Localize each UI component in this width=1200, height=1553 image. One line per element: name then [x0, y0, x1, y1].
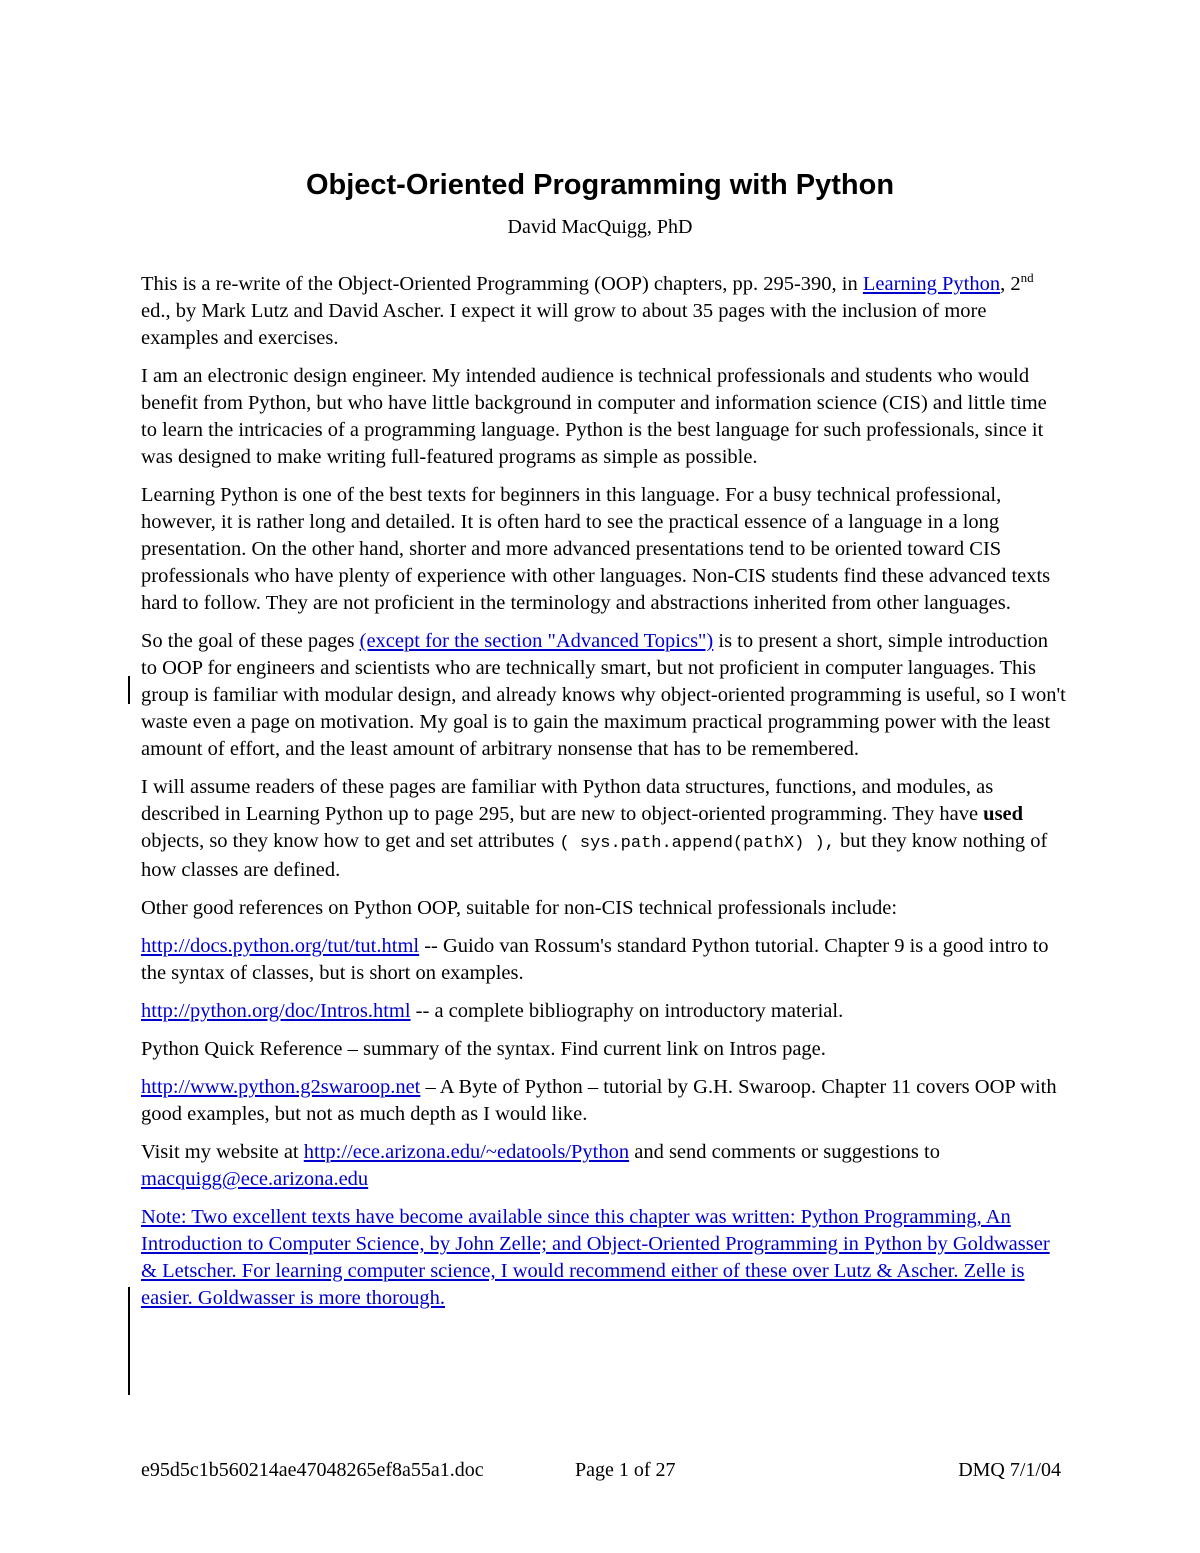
- website-link[interactable]: http://ece.arizona.edu/~edatools/Python: [303, 1140, 630, 1163]
- reference-item: Python Quick Reference – summary of the syntax. Find current link on Intros page.: [141, 1037, 826, 1060]
- reference-item: http://www.python.g2swaroop.net – A Byte of Python – tutorial by G.H. Swaroop. Chapter 11 covers OOP with good examples, but not as much depth as I would like.: [141, 1075, 1057, 1125]
- paragraph-learning-python: Learning Python is one of the best texts for beginners in this language. For a busy technical professional, however, it is rather long and detailed. It is often hard to see the practical essence of a language in a long presentation. On the other hand, shorter and more advanced presentations tend to be oriented toward CIS professionals who have plenty of experience with other languages. Non-CIS students find these advanced texts hard to follow. They are not proficient in the terminology and abstractions inherited from other languages.: [141, 483, 1051, 614]
- paragraph-goal: So the goal of these pages (except for the section "Advanced Topics") is to present a short, simple introduction to OOP for engineers and scientists who are technically smart, but not proficient in computer languages. This group is familiar with modular design, and already knows why object-oriented programming is useful, so I won't waste even a page on motivation. My goal is to gain the maximum practical programming power with the least amount of effort, and the least amount of arbitrary nonsense that has to be remembered.: [141, 629, 1066, 760]
- paragraph-website: Visit my website at http://ece.arizona.edu/~edatools/Python and send comments or suggestions to macquigg@ece.arizona.edu: [141, 1140, 940, 1190]
- author-line: David MacQuigg, PhD: [507, 216, 693, 238]
- code-sample: ( sys.path.append(pathX) ),: [559, 833, 835, 853]
- document-title: Object-Oriented Programming with Python: [305, 169, 895, 201]
- revision-bar: [128, 1287, 130, 1395]
- email-link[interactable]: macquigg@ece.arizona.edu: [141, 1167, 369, 1190]
- paragraph-intro: This is a re-write of the Object-Oriented Programming (OOP) chapters, pp. 295-390, in Learning Python, 2nd ed., by Mark Lutz and David Ascher. I expect it will grow to about 35 pages with the inclusion of more examples and exercises.: [141, 270, 1034, 349]
- advanced-topics-link[interactable]: (except for the section "Advanced Topics"): [359, 629, 714, 652]
- paragraph-audience: I am an electronic design engineer. My intended audience is technical professionals and students who would benefit from Python, but who have little background in computer and information science (CIS) and little time to learn the intricacies of a programming language. Python is the best language for such professionals, since it was designed to make writing full-featured programs as simple as possible.: [141, 364, 1047, 468]
- reference-item: http://python.org/doc/Intros.html -- a complete bibliography on introductory material.: [141, 999, 844, 1022]
- footer-initials-date: DMQ 7/1/04: [958, 1459, 1061, 1481]
- note-paragraph: [141, 1204, 1066, 1312]
- learning-python-link[interactable]: Learning Python: [862, 272, 1001, 295]
- revision-bar: [128, 676, 130, 704]
- footer-filename: e95d5c1b560214ae47048265ef8a55a1.doc: [141, 1459, 484, 1481]
- document-body: [141, 264, 1066, 1323]
- footer-page-number: Page 1 of 27: [575, 1459, 676, 1481]
- byte-of-python-link[interactable]: http://www.python.g2swaroop.net: [141, 1075, 421, 1098]
- python-tutorial-link[interactable]: http://docs.python.org/tut/tut.html: [141, 934, 420, 957]
- paragraph-assumptions: I will assume readers of these pages are familiar with Python data structures, functions, and modules, as described in Learning Python up to page 295, but are new to object-oriented programming. They have used objects, so they know how to get and set attributes ( sys.path.append(pathX) ), but they know nothing of how classes are defined.: [141, 775, 1048, 881]
- python-intros-link[interactable]: http://python.org/doc/Intros.html: [141, 999, 411, 1022]
- page-footer: [141, 1456, 1061, 1484]
- reference-item: http://docs.python.org/tut/tut.html -- Guido van Rossum's standard Python tutorial. Chapter 9 is a good intro to the syntax of classes, but is short on examples.: [141, 934, 1049, 984]
- note-link[interactable]: Note: Two excellent texts have become available since this chapter was written: Python Programming, An Introduction to Computer Science, by John Zelle; and Object-Oriented Programming in Python by Goldwasser & Letscher. For learning computer science, I would recommend either of these over Lutz & Ascher. Zelle is easier. Goldwasser is more thorough.: [141, 1205, 1050, 1309]
- paragraph-references-intro: Other good references on Python OOP, suitable for non-CIS technical professionals include:: [141, 896, 898, 919]
